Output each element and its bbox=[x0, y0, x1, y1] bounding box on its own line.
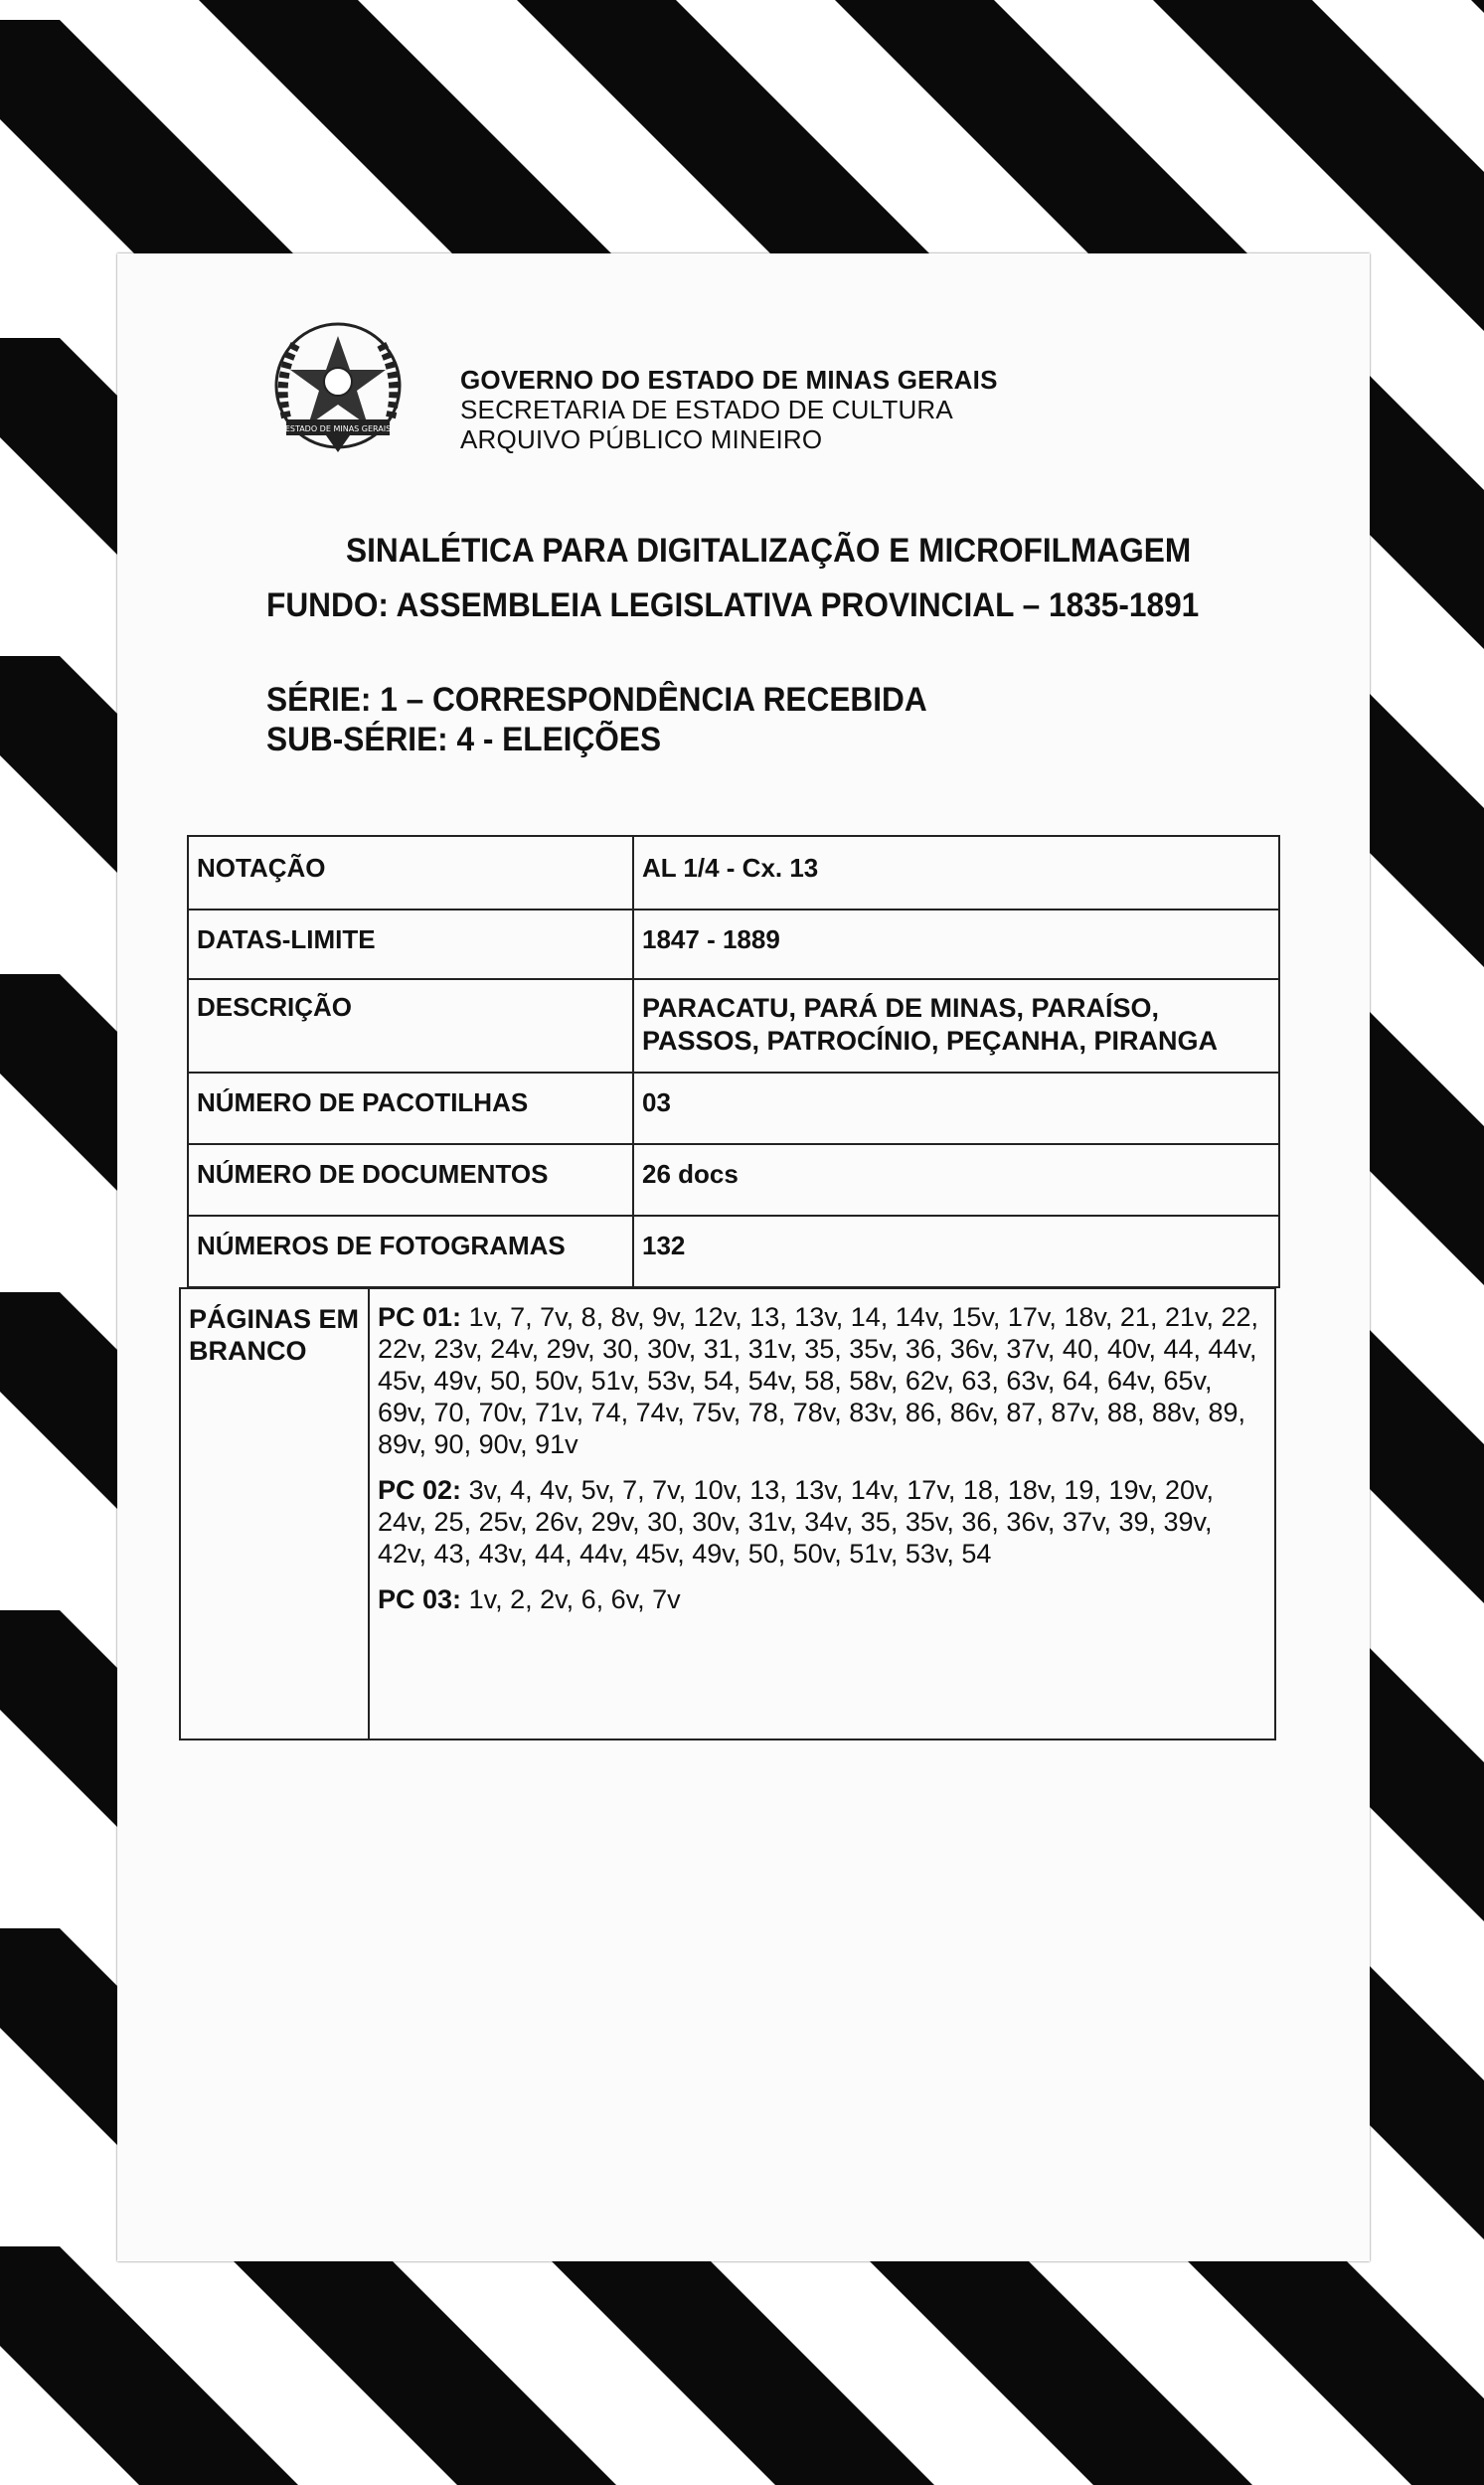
table-row bbox=[188, 1216, 1279, 1287]
pc02-label: PC 02: bbox=[378, 1475, 462, 1505]
datas-limite-value: 1847 - 1889 bbox=[633, 910, 1279, 979]
header-archive-line: ARQUIVO PÚBLICO MINEIRO bbox=[460, 424, 823, 454]
table-row bbox=[188, 836, 1279, 910]
pc01-entry bbox=[378, 1301, 1266, 1460]
fundo-heading: FUNDO: ASSEMBLEIA LEGISLATIVA PROVINCIAL – 1835-1891 bbox=[266, 586, 1200, 624]
header-government-line: GOVERNO DO ESTADO DE MINAS GERAIS bbox=[460, 365, 998, 395]
table-row bbox=[188, 1073, 1279, 1144]
pc03-entry bbox=[378, 1583, 1266, 1615]
fotogramas-value: 132 bbox=[633, 1216, 1279, 1287]
blank-pages-list bbox=[369, 1288, 1275, 1740]
table-row bbox=[188, 910, 1279, 979]
documentos-label: NÚMERO DE DOCUMENTOS bbox=[188, 1144, 633, 1216]
serie-heading: SÉRIE: 1 – CORRESPONDÊNCIA RECEBIDA bbox=[266, 681, 927, 719]
table-row bbox=[188, 1144, 1279, 1216]
pc02-entry bbox=[378, 1474, 1266, 1570]
emblem-banner-text: ESTADO DE MINAS GERAIS bbox=[284, 424, 392, 433]
pacotilhas-label: NÚMERO DE PACOTILHAS bbox=[188, 1073, 633, 1144]
blank-pages-label: PÁGINAS EM BRANCO bbox=[180, 1288, 369, 1740]
pc02-pages: 3v, 4, 4v, 5v, 7, 7v, 10v, 13, 13v, 14v, 17v, 18, 18v, 19, 19v, 20v, 24v, 25, 25v, 26v, 29v, 30, 30v, 31v, 34v, 35, 35v, 36, 36v, 37v, 39, 39v, 42v, 43, 43v, 44, 44v, 45v, 49v, 50, 50v, 51v, 53v, 54 bbox=[378, 1475, 1214, 1569]
minas-gerais-coat-of-arms-emblem bbox=[256, 308, 420, 472]
pc01-label: PC 01: bbox=[378, 1302, 462, 1332]
notacao-label: NOTAÇÃO bbox=[188, 836, 633, 910]
descricao-value: PARACATU, PARÁ DE MINAS, PARAÍSO, PASSOS, PATROCÍNIO, PEÇANHA, PIRANGA bbox=[633, 979, 1279, 1073]
documentos-value: 26 docs bbox=[633, 1144, 1279, 1216]
table-row bbox=[180, 1288, 1275, 1740]
table-row bbox=[188, 979, 1279, 1073]
header-secretariat-line: SECRETARIA DE ESTADO DE CULTURA bbox=[460, 395, 953, 424]
notacao-value: AL 1/4 - Cx. 13 bbox=[633, 836, 1279, 910]
pc03-label: PC 03: bbox=[378, 1584, 462, 1614]
subserie-heading: SUB-SÉRIE: 4 - ELEIÇÕES bbox=[266, 721, 662, 758]
pc01-pages: 1v, 7, 7v, 8, 8v, 9v, 12v, 13, 13v, 14, 14v, 15v, 17v, 18v, 21, 21v, 22, 22v, 23v, 24v, 29v, 30, 30v, 31, 31v, 35, 35v, 36, 36v, 37v, 40, 40v, 44, 44v, 45v, 49v, 50, 50v, 51v, 53v, 54, 54v, 58, 58v, 62v, 63, 63v, 64, 64v, 65v, 69v, 70, 70v, 71v, 74, 74v, 75v, 78, 78v, 83v, 86, 86v, 87, 87v, 88, 88v, 89, 89v, 90, 90v, 91v bbox=[378, 1302, 1259, 1459]
pacotilhas-value: 03 bbox=[633, 1073, 1279, 1144]
blank-pages-table bbox=[179, 1287, 1276, 1740]
document-title: SINALÉTICA PARA DIGITALIZAÇÃO E MICROFILMAGEM bbox=[346, 532, 1192, 570]
descricao-label: DESCRIÇÃO bbox=[188, 979, 633, 1073]
fotogramas-label: NÚMEROS DE FOTOGRAMAS bbox=[188, 1216, 633, 1287]
metadata-table bbox=[187, 835, 1280, 1288]
document-sheet bbox=[117, 253, 1370, 2261]
datas-limite-label: DATAS-LIMITE bbox=[188, 910, 633, 979]
pc03-pages: 1v, 2, 2v, 6, 6v, 7v bbox=[468, 1584, 681, 1614]
